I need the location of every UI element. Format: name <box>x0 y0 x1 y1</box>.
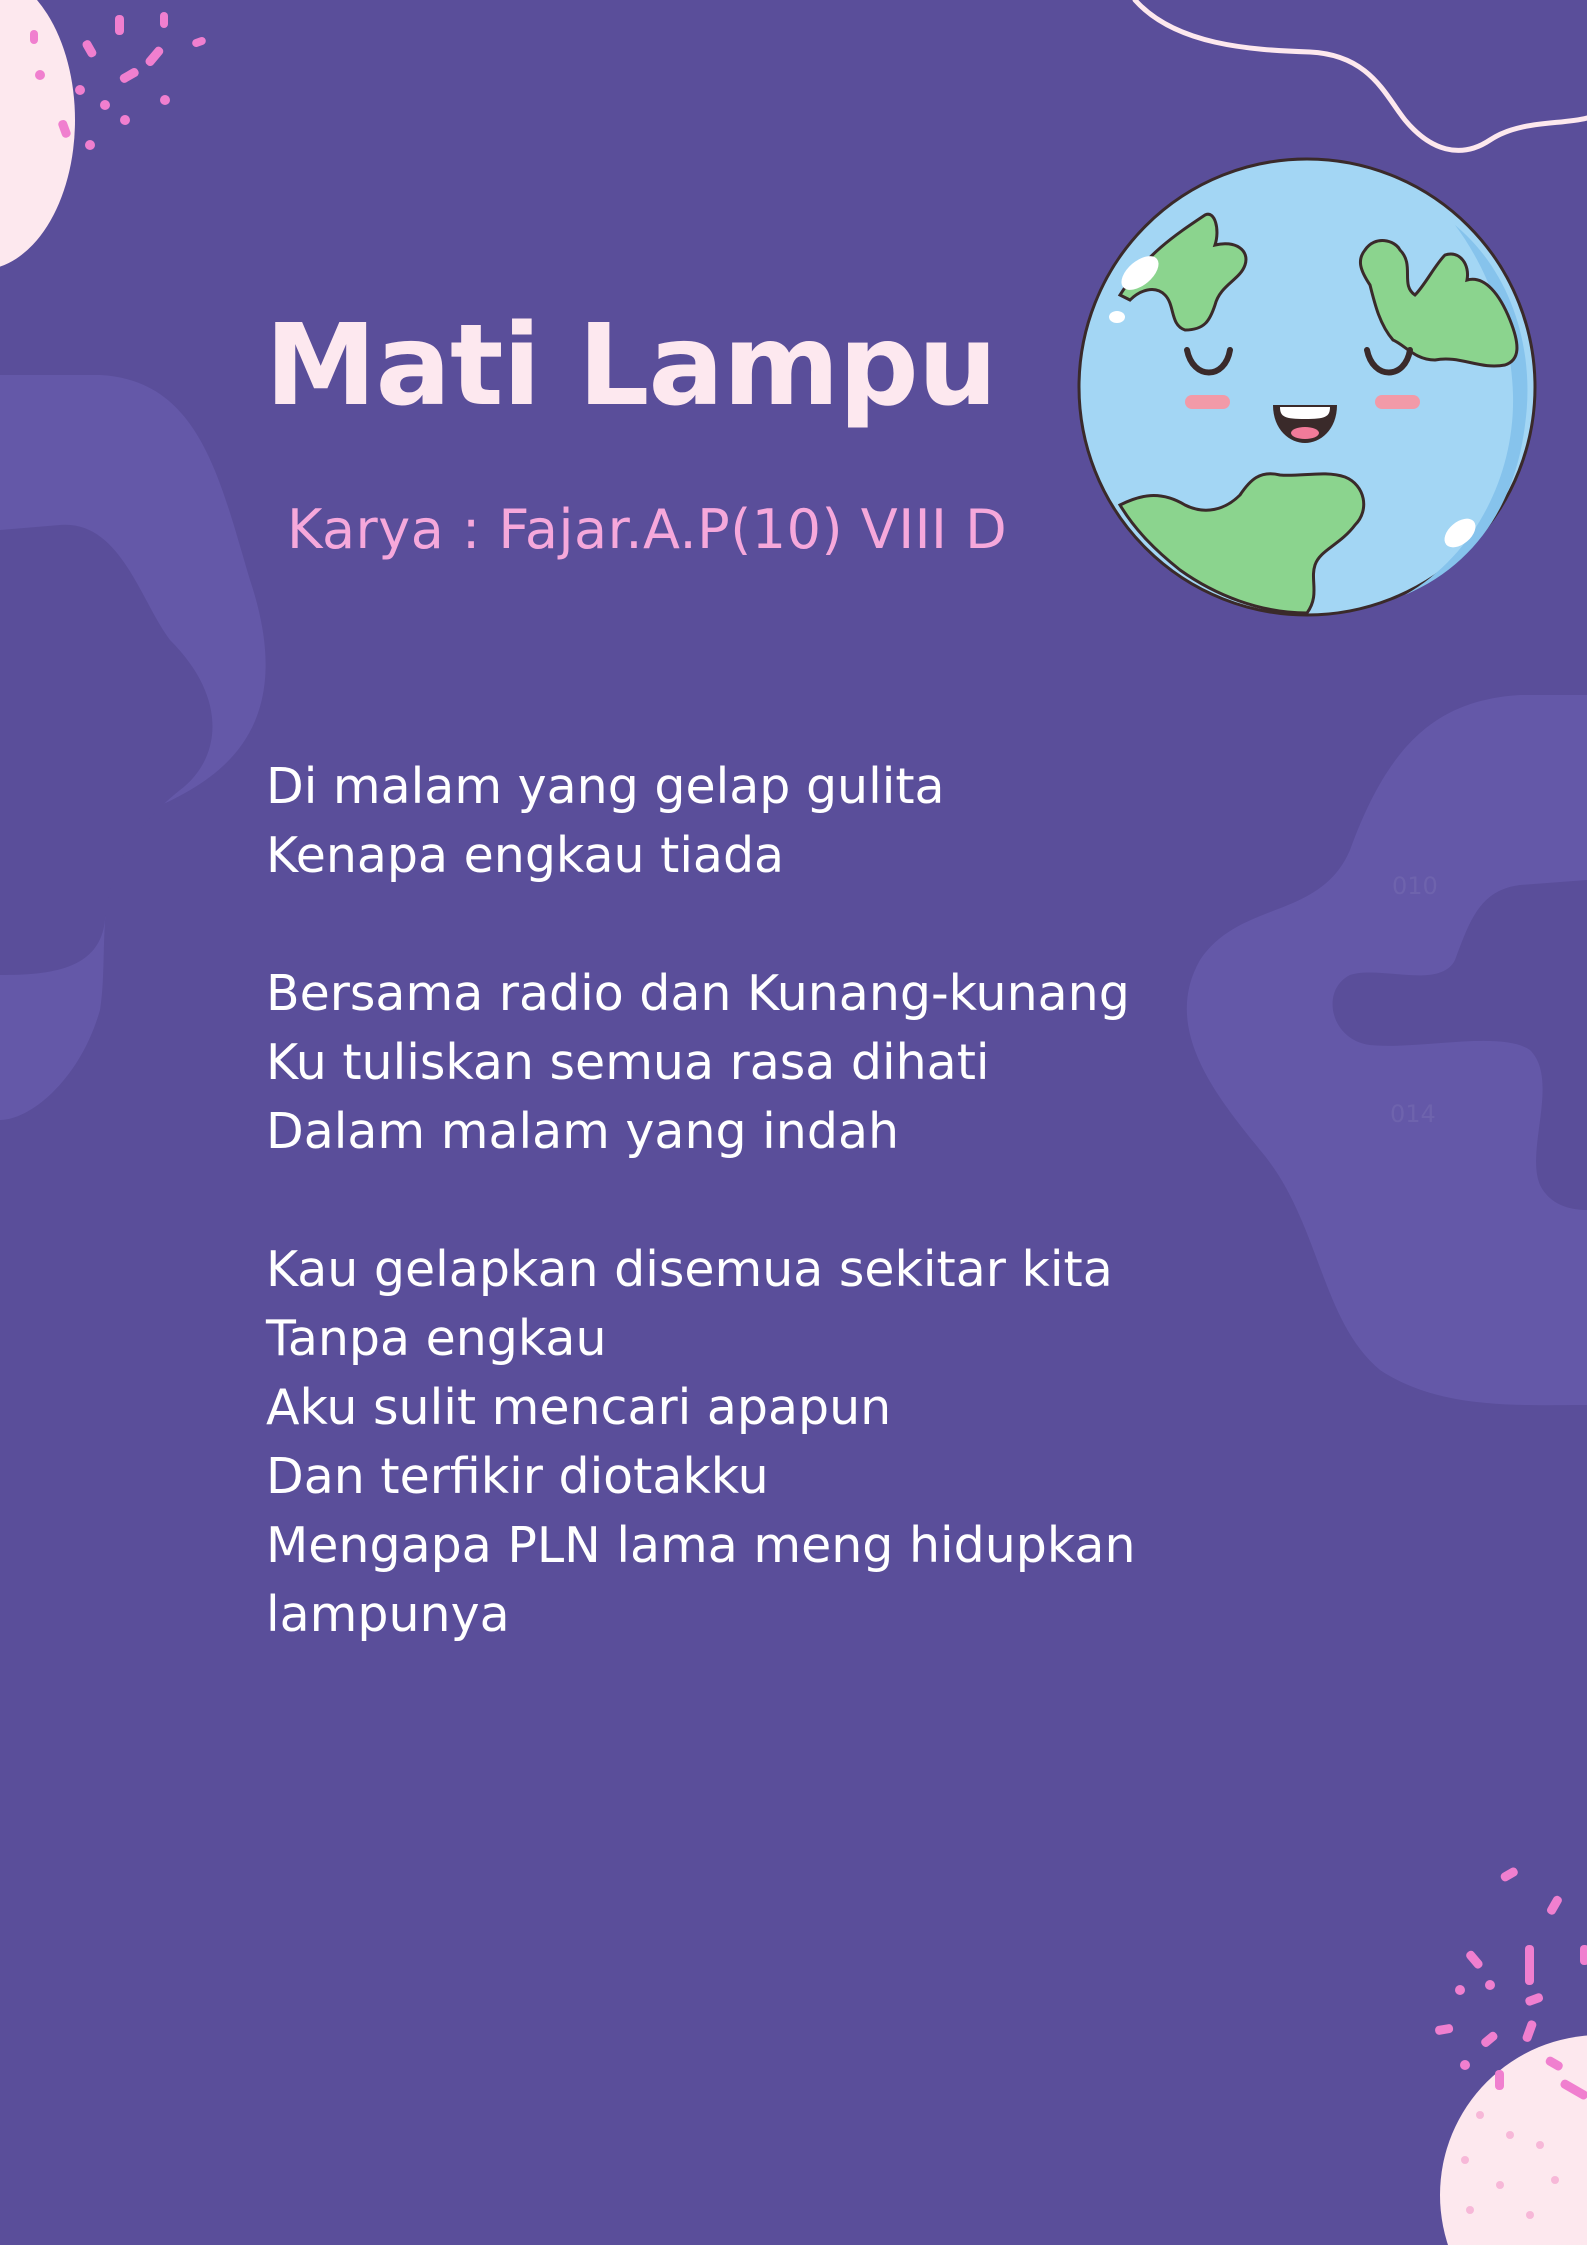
poem-line: Kenapa engkau tiada <box>266 827 785 884</box>
poem-line: Kau gelapkan disemua sekitar kita <box>266 1241 1113 1298</box>
faint-mark-1: 010 <box>1392 872 1438 900</box>
poem-line: Bersama radio dan Kunang-kunang <box>266 965 1130 1022</box>
poem-line: Tanpa engkau <box>266 1310 607 1367</box>
poem-line: Dan terfikir diotakku <box>266 1448 769 1505</box>
poem-line: lampunya <box>266 1586 510 1643</box>
stanza-1 <box>266 752 1266 890</box>
smiling-earth-illustration <box>1075 155 1540 620</box>
poem-body <box>266 752 1266 1718</box>
author-line: Karya : Fajar.A.P(10) VIII D <box>287 498 1008 561</box>
poem-line: Dalam malam yang indah <box>266 1103 900 1160</box>
cheek-right <box>1375 395 1420 409</box>
poem-line: Ku tuliskan semua rasa dihati <box>266 1034 990 1091</box>
stanza-2 <box>266 959 1266 1166</box>
stanza-3 <box>266 1235 1266 1649</box>
poem-line: Di malam yang gelap gulita <box>266 758 945 815</box>
cheek-left <box>1185 395 1230 409</box>
wavy-line-top-right <box>1135 0 1587 150</box>
poem-title: Mati Lampu <box>265 301 997 431</box>
poem-line: Mengapa PLN lama meng hidupkan <box>266 1517 1136 1574</box>
poem-line: Aku sulit mencari apapun <box>266 1379 892 1436</box>
faint-mark-2: 014 <box>1390 1100 1436 1128</box>
